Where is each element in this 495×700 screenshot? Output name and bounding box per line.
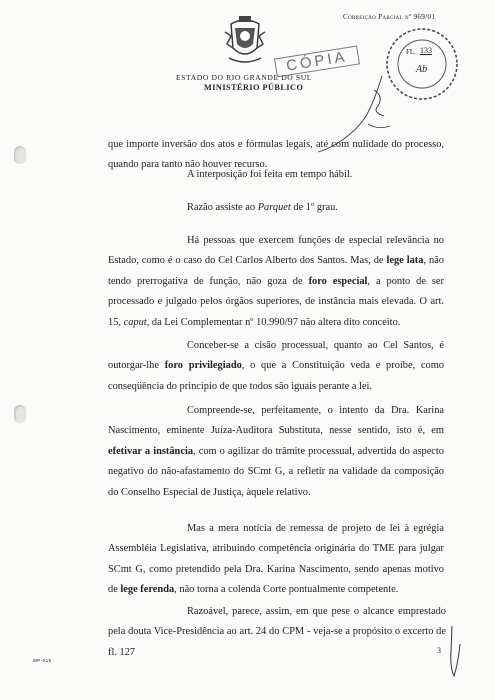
correction-reference: Correição Parcial nº 969/01 [343, 13, 436, 21]
paragraph-continuation: que importe inversão dos atos e fórmulas legais, até com nulidade do processo, quando para tanto não houver recurso. [108, 139, 444, 171]
paragraph-bill-notice: Mas a mera notícia de remessa de projeto de lei à egrégia Assembléia Legislativa, atribuindo competência originária do TME para julgar SCmt G, como pretendido pela Dra. Karina Nascimento, sendo apenas motivo de lege ferenda, não torna a colenda Corte pontualmente competente. [108, 523, 444, 596]
state-coat-of-arms-icon [223, 14, 267, 66]
seal-initials: Ab [416, 64, 428, 75]
punch-hole-top [14, 146, 26, 164]
paragraph-reasonable: Razoável, parece, assim, em que pese o alcance emprestado pela douta Vice-Presidência ao art. 24 do CPM - veja-se a propósito o excerto de fl. 127 [108, 606, 446, 658]
paragraph-privileged-forum: Conceber-se a cisão processual, quanto ao Cel Santos, é outorgar-lhe foro privilegiado, o que a Constituição veda e proíbe, como conseqüência do princípio de que todos são iguais perante a lei. [108, 340, 445, 392]
paragraph-reason: Razão assiste ao Parquet de 1º grau. [187, 202, 338, 213]
copy-stamp: CÓPIA [274, 46, 360, 78]
seal-page-number: 133 [420, 46, 432, 55]
seal-page-label: FL. [406, 48, 416, 56]
form-code: MP-018 [33, 658, 52, 663]
state-name: ESTADO DO RIO GRANDE DO SUL [176, 73, 313, 82]
paragraph-special-forum: Há pessoas que exercem funções de especial relevância no Estado, como é o caso do Cel Carlos Alberto dos Santos. Mas, de lege lata, não tendo prerrogativa de função, não goza de foro especial, a ponto de ser processado e julgado pelos órgãos superiores, de instância mais elevada. O art. 15, caput, da Lei Complementar nº 10.990/97 não altera dito conceito. [108, 235, 444, 328]
paragraph-judge-intent: Compreende-se, perfeitamente, o intento da Dra. Karina Nascimento, eminente Juíza-Auditora Substituta, nesse sentido, isto é, em efetivar a instância, com o agilizar do trâmite processual, advertida do aspecto negativo do não-afastamento do SCmt G, a refletir na validade da composição do Conselho Especial de Justiça, àquele relativo. [108, 405, 445, 498]
page-number: 3 [437, 646, 441, 655]
paragraph-timely-filing: A interposição foi feita em tempo hábil. [187, 169, 353, 180]
punch-hole-bottom [14, 405, 26, 423]
ministry-name: MINISTÉRIO PÚBLICO [204, 83, 304, 92]
margin-initial-mark-icon [446, 624, 466, 680]
